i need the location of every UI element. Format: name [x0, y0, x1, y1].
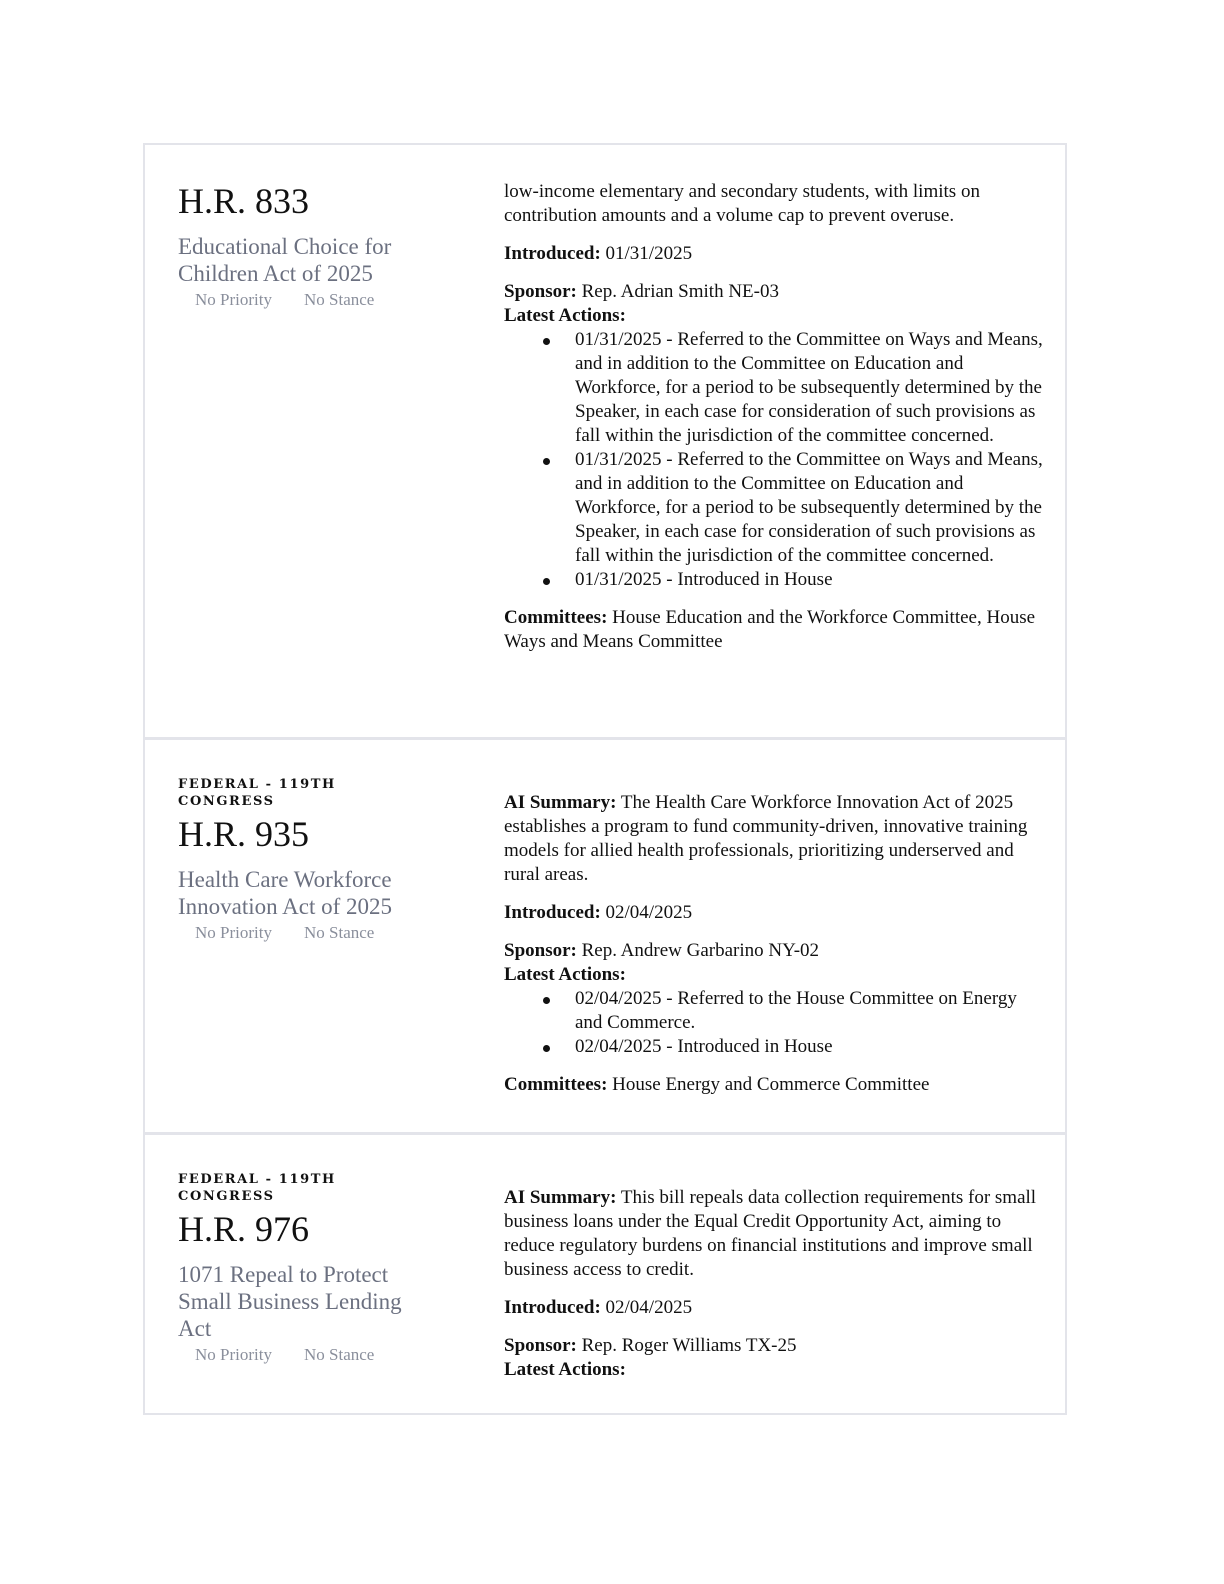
bill-tags: [178, 923, 448, 943]
latest-actions-label: Latest Actions:: [504, 1359, 626, 1380]
introduced-line: [504, 901, 1044, 925]
summary-text: The Health Care Workforce Innovation Act of 2025 establishes a program to fund community-driven, innovative training models for allied health professionals, prioritizing underserved and rural areas.: [504, 792, 1028, 885]
priority-selector[interactable]: No Priority: [195, 923, 272, 942]
bill-title[interactable]: Educational Choice for Children Act of 2025: [178, 234, 392, 286]
bill-card: [145, 145, 1065, 740]
bill-tags: [178, 290, 448, 310]
bill-details: [504, 1186, 1044, 1382]
action-item: 01/31/2025 - Introduced in House: [575, 568, 1044, 592]
stance-selector[interactable]: No Stance: [303, 923, 375, 942]
action-item: 02/04/2025 - Referred to the House Committee on Energy and Commerce.: [575, 987, 1044, 1035]
introduced-line: [504, 242, 1044, 266]
bill-header: [178, 181, 448, 310]
bill-details: [504, 791, 1044, 1111]
latest-actions-label: Latest Actions:: [504, 305, 626, 326]
bill-number[interactable]: H.R. 935: [178, 814, 310, 854]
priority-selector[interactable]: No Priority: [195, 290, 272, 309]
sponsor-line: [504, 280, 1044, 304]
sponsor-label: Sponsor:: [504, 940, 577, 961]
sponsor-line: [504, 1334, 1044, 1358]
bill-card: [145, 1135, 1065, 1415]
committees-label: Committees:: [504, 1074, 608, 1095]
bill-number[interactable]: H.R. 833: [178, 181, 310, 221]
introduced-label: Introduced:: [504, 902, 601, 923]
introduced-date: 01/31/2025: [605, 243, 693, 264]
committees-line: [504, 1073, 1044, 1097]
bill-tags: [178, 1345, 448, 1365]
committees-line: [504, 606, 1044, 654]
summary-label: AI Summary:: [504, 1187, 617, 1208]
bill-header: [178, 776, 448, 943]
bill-list: [143, 143, 1067, 1415]
latest-actions-label: Latest Actions:: [504, 964, 626, 985]
summary-line: [504, 1186, 1044, 1282]
action-item: 01/31/2025 - Referred to the Committee on Ways and Means, and in addition to the Committee on Education and Workforce, for a period to be subsequently determined by the Speaker, in each case for consideration of such provisions as fall within the jurisdiction of the committee concerned.: [575, 449, 1043, 566]
stance-selector[interactable]: No Stance: [303, 290, 375, 309]
committees-label: Committees:: [504, 607, 608, 628]
bill-details: [504, 180, 1044, 668]
summary-line: [504, 791, 1044, 887]
sponsor-label: Sponsor:: [504, 281, 577, 302]
bill-title[interactable]: Health Care Workforce Innovation Act of 2025: [178, 867, 392, 919]
sponsor-name: Rep. Adrian Smith NE-03: [581, 281, 779, 302]
action-item: 02/04/2025 - Introduced in House: [575, 1035, 1044, 1059]
summary-text: low-income elementary and secondary students, with limits on contribution amounts and a volume cap to prevent overuse.: [504, 181, 980, 226]
stance-selector[interactable]: No Stance: [303, 1345, 375, 1364]
introduced-label: Introduced:: [504, 243, 601, 264]
bill-card: [145, 740, 1065, 1135]
introduced-line: [504, 1296, 1044, 1320]
latest-actions-list: [504, 987, 1044, 1059]
bill-header: [178, 1171, 448, 1365]
sponsor-name: Rep. Andrew Garbarino NY-02: [581, 940, 820, 961]
sponsor-label: Sponsor:: [504, 1335, 577, 1356]
summary-text: This bill repeals data collection requirements for small business loans under the Equal Credit Opportunity Act, aiming to reduce regulatory burdens on financial institutions and improve small business access to credit.: [504, 1187, 1037, 1280]
action-item: 01/31/2025 - Referred to the Committee on Ways and Means, and in addition to the Committee on Education and Workforce, for a period to be subsequently determined by the Speaker, in each case for consideration of such provisions as fall within the jurisdiction of the committee concerned.: [575, 329, 1043, 446]
introduced-date: 02/04/2025: [605, 1297, 693, 1318]
committees-list: House Energy and Commerce Committee: [612, 1074, 930, 1095]
congress-label: FEDERAL - 119TH CONGRESS: [178, 777, 336, 809]
congress-label: FEDERAL - 119TH CONGRESS: [178, 1172, 336, 1204]
committees-list: House Education and the Workforce Committee, House Ways and Means Committee: [504, 607, 1036, 652]
priority-selector[interactable]: No Priority: [195, 1345, 272, 1364]
summary-label: AI Summary:: [504, 792, 617, 813]
bill-title[interactable]: 1071 Repeal to Protect Small Business Lending Act: [178, 1262, 402, 1341]
introduced-label: Introduced:: [504, 1297, 601, 1318]
latest-actions-list: [504, 328, 1044, 592]
bill-number[interactable]: H.R. 976: [178, 1209, 310, 1249]
introduced-date: 02/04/2025: [605, 902, 693, 923]
sponsor-line: [504, 939, 1044, 963]
sponsor-name: Rep. Roger Williams TX-25: [581, 1335, 797, 1356]
